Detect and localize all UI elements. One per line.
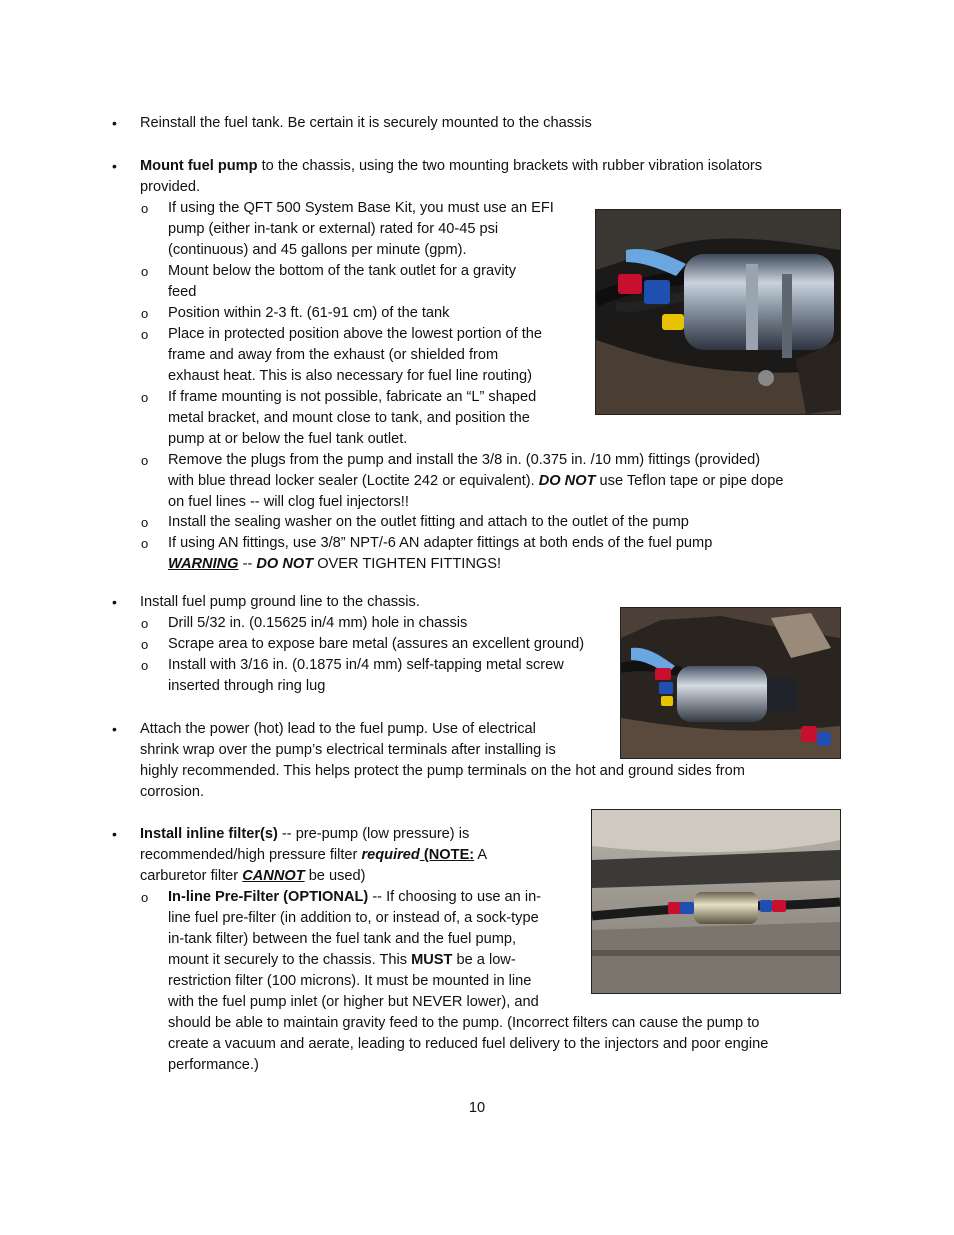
gravity-feed-line1: Mount below the bottom of the tank outlet for a gravity [168, 263, 517, 279]
page-number: 10 [468, 1100, 486, 1116]
power-lead-line1: Attach the power (hot) lead to the fuel pump. Use of electrical [140, 721, 536, 737]
bullet-glyph: • [112, 115, 117, 131]
sub-glyph: o [141, 306, 149, 321]
cannot-emphasis: CANNOT [242, 868, 305, 884]
prefilter-line7: should be able to maintain gravity feed to the pump. (Incorrect filters can cause the pump to [168, 1015, 760, 1031]
prefilter-line5: restriction filter (100 microns). It must be mounted in line [168, 973, 532, 989]
sub-glyph: o [141, 515, 149, 530]
note-label: (NOTE: [419, 847, 475, 863]
bullet-glyph: • [112, 594, 117, 610]
efi-pump-line2: pump (either in-tank or external) rated for 40-45 psi [168, 221, 499, 237]
bracket-line3: pump at or below the fuel tank outlet. [168, 431, 408, 447]
protected-line2: frame and away from the exhaust (or shielded from [168, 347, 499, 363]
sub-glyph: o [141, 327, 149, 342]
bracket-line2: metal bracket, and mount close to tank, and position the [168, 410, 530, 426]
reinstall-tank-text: Reinstall the fuel tank. Be certain it is securely mounted to the chassis [140, 115, 592, 131]
sub-glyph: o [141, 616, 149, 631]
prefilter-line1: In-line Pre-Filter (OPTIONAL) -- If choosing to use an in- [168, 889, 542, 905]
an-fittings-line2: WARNING -- DO NOT OVER TIGHTEN FITTINGS! [168, 556, 501, 572]
bullet-glyph: • [112, 158, 117, 174]
prefilter-line8: create a vacuum and aerate, leading to reduced fuel delivery to the injectors and poor engine [168, 1036, 769, 1052]
washer-line: Install the sealing washer on the outlet fitting and attach to the outlet of the pump [168, 514, 689, 530]
sub-glyph: o [141, 658, 149, 673]
warning-label: WARNING [168, 556, 239, 572]
mount-pump-heading: Mount fuel pump [140, 158, 258, 174]
fuel-pump-photo [595, 209, 841, 415]
filter-line1: Install inline filter(s) -- pre-pump (low pressure) is [140, 826, 470, 842]
sub-glyph: o [141, 536, 149, 551]
bracket-line1: If frame mounting is not possible, fabricate an “L” shaped [168, 389, 537, 405]
efi-pump-line3: (continuous) and 45 gallons per minute (gpm). [168, 242, 467, 258]
screw-line2: inserted through ring lug [168, 678, 326, 694]
inline-filter-photo [591, 809, 841, 994]
plugs-line1: Remove the plugs from the pump and install the 3/8 in. (0.375 in. /10 mm) fittings (provided) [168, 452, 761, 468]
ground-line-text: Install fuel pump ground line to the chassis. [140, 594, 420, 610]
an-fittings-line1: If using AN fittings, use 3/8” NPT/-6 AN adapter fittings at both ends of the fuel pump [168, 535, 713, 551]
sub-glyph: o [141, 453, 149, 468]
plugs-line2: with blue thread locker sealer (Loctite 242 or equivalent). DO NOT use Teflon tape or pipe dope [168, 473, 784, 489]
prefilter-heading: In-line Pre-Filter (OPTIONAL) [168, 889, 369, 905]
prefilter-line4: mount it securely to the chassis. This MUST be a low- [168, 952, 516, 968]
efi-pump-line1: If using the QFT 500 System Base Kit, you must use an EFI [168, 200, 554, 216]
filter-line2: recommended/high pressure filter required (NOTE: A [140, 847, 488, 863]
power-lead-line4: corrosion. [140, 784, 205, 800]
sub-glyph: o [141, 390, 149, 405]
required-emphasis: required [361, 847, 420, 863]
do-not-emphasis: DO NOT [538, 473, 596, 489]
sub-glyph: o [141, 637, 149, 652]
sub-glyph: o [141, 264, 149, 279]
position-tank-line: Position within 2-3 ft. (61-91 cm) of the tank [168, 305, 450, 321]
mount-pump-line1: Mount fuel pump to the chassis, using the two mounting brackets with rubber vibration isolators [140, 158, 763, 174]
drill-line: Drill 5/32 in. (0.15625 in/4 mm) hole in chassis [168, 615, 468, 631]
prefilter-line3: in-tank filter) between the fuel tank and the fuel pump, [168, 931, 517, 947]
protected-line1: Place in protected position above the lowest portion of the [168, 326, 543, 342]
must-emphasis: MUST [411, 952, 453, 968]
prefilter-line2: line fuel pre-filter (in addition to, or instead of, a sock-type [168, 910, 539, 926]
filter-line3: carburetor filter CANNOT be used) [140, 868, 366, 884]
prefilter-line9: performance.) [168, 1057, 259, 1073]
sub-glyph: o [141, 201, 149, 216]
power-lead-line3: highly recommended. This helps protect the pump terminals on the hot and ground sides from [140, 763, 745, 779]
prefilter-line6: with the fuel pump inlet (or higher but NEVER lower), and [168, 994, 539, 1010]
protected-line3: exhaust heat. This is also necessary for fuel line routing) [168, 368, 532, 384]
bullet-glyph: • [112, 826, 117, 842]
sub-glyph: o [141, 890, 149, 905]
scrape-line: Scrape area to expose bare metal (assures an excellent ground) [168, 636, 585, 652]
mount-pump-line2: provided. [140, 179, 201, 195]
filter-heading: Install inline filter(s) [140, 826, 278, 842]
plugs-line3: on fuel lines -- will clog fuel injectors!! [168, 494, 409, 510]
gravity-feed-line2: feed [168, 284, 197, 300]
power-lead-line2: shrink wrap over the pump’s electrical terminals after installing is [140, 742, 556, 758]
ground-line-photo [620, 607, 841, 759]
bullet-glyph: • [112, 721, 117, 737]
screw-line1: Install with 3/16 in. (0.1875 in/4 mm) self-tapping metal screw [168, 657, 564, 673]
